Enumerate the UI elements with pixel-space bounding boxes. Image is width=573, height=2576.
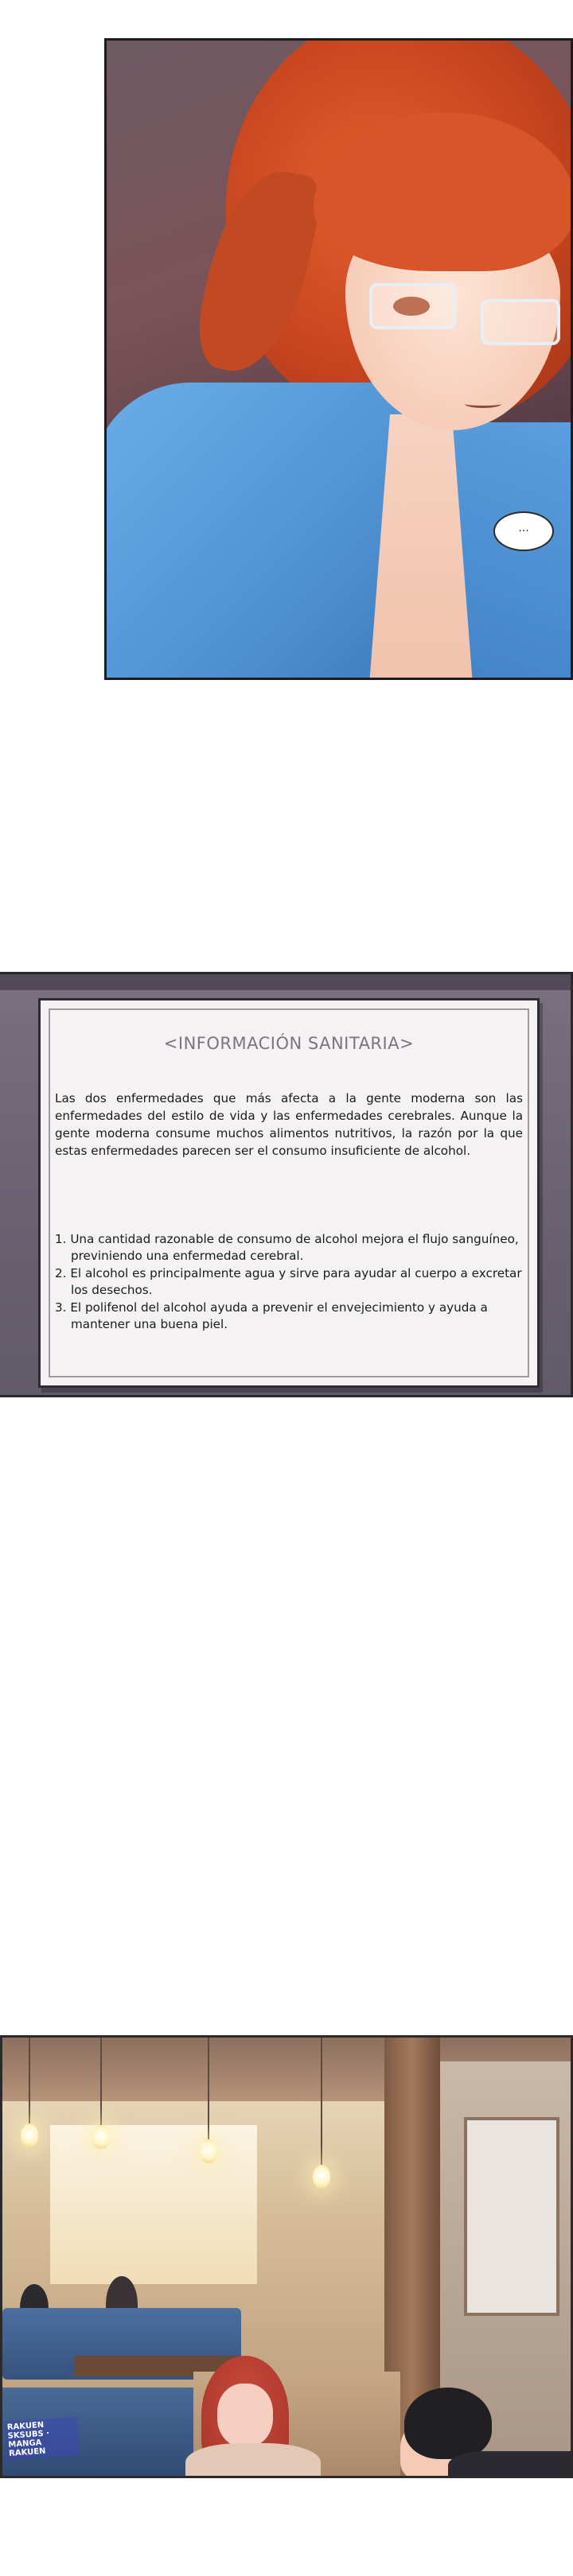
sign-list-item: 3. El polifenol del alcohol ayuda a prevenir el envejecimiento y ayuda a mantener una buena piel. (55, 1300, 488, 1331)
sign-paragraph: Las dos enfermedades que más afecta a la gente moderna son las enfermedades del estilo de vida y las enfermedades cerebrales. Aunque la gente moderna consume muchos alimentos nutritivos, la razón por la que estas enfermedades parecen ser el consumo insuficiente de alcohol. (55, 1091, 523, 1158)
lamp-cord (208, 2038, 209, 2139)
sign-list-item: 2. El alcohol es principalmente agua y sirve para ayudar al cuerpo a excretar los desechos. (55, 1266, 522, 1297)
glasses-right-lens (481, 299, 560, 345)
light-bulb-icon (92, 2125, 110, 2149)
sign-title: <INFORMACIÓN SANITARIA> (163, 1034, 415, 1053)
health-info-sign (38, 998, 540, 1388)
lamp-cord (29, 2038, 30, 2123)
comic-panel-health-sign (0, 972, 573, 1397)
sign-list (55, 1231, 523, 1334)
lamp-cord (100, 2038, 102, 2125)
light-bulb-icon (21, 2123, 38, 2147)
boy-body-illustration (448, 2451, 573, 2478)
boy-hair-illustration (404, 2388, 492, 2459)
comic-panel-restaurant (0, 2035, 573, 2478)
speech-bubble: ··· (493, 511, 554, 551)
door (464, 2117, 559, 2316)
window-glow (50, 2125, 257, 2284)
mouth-illustration (465, 400, 501, 408)
wall-band (0, 974, 573, 990)
light-bulb-icon (313, 2165, 330, 2189)
girl-face-illustration (217, 2384, 273, 2447)
lamp-cord (321, 2038, 322, 2165)
sign-list-item: 1. Una cantidad razonable de consumo de alcohol mejora el flujo sanguíneo, previniendo una enfermedad cerebral. (55, 1232, 519, 1263)
comic-panel-woman-glasses (104, 38, 573, 680)
light-bulb-icon (200, 2139, 217, 2163)
scanlation-watermark: RAKUEN SKSUBS · MANGA RAKUEN (4, 2417, 80, 2460)
glasses-left-lens (369, 283, 457, 329)
girl-body-illustration (185, 2443, 321, 2478)
